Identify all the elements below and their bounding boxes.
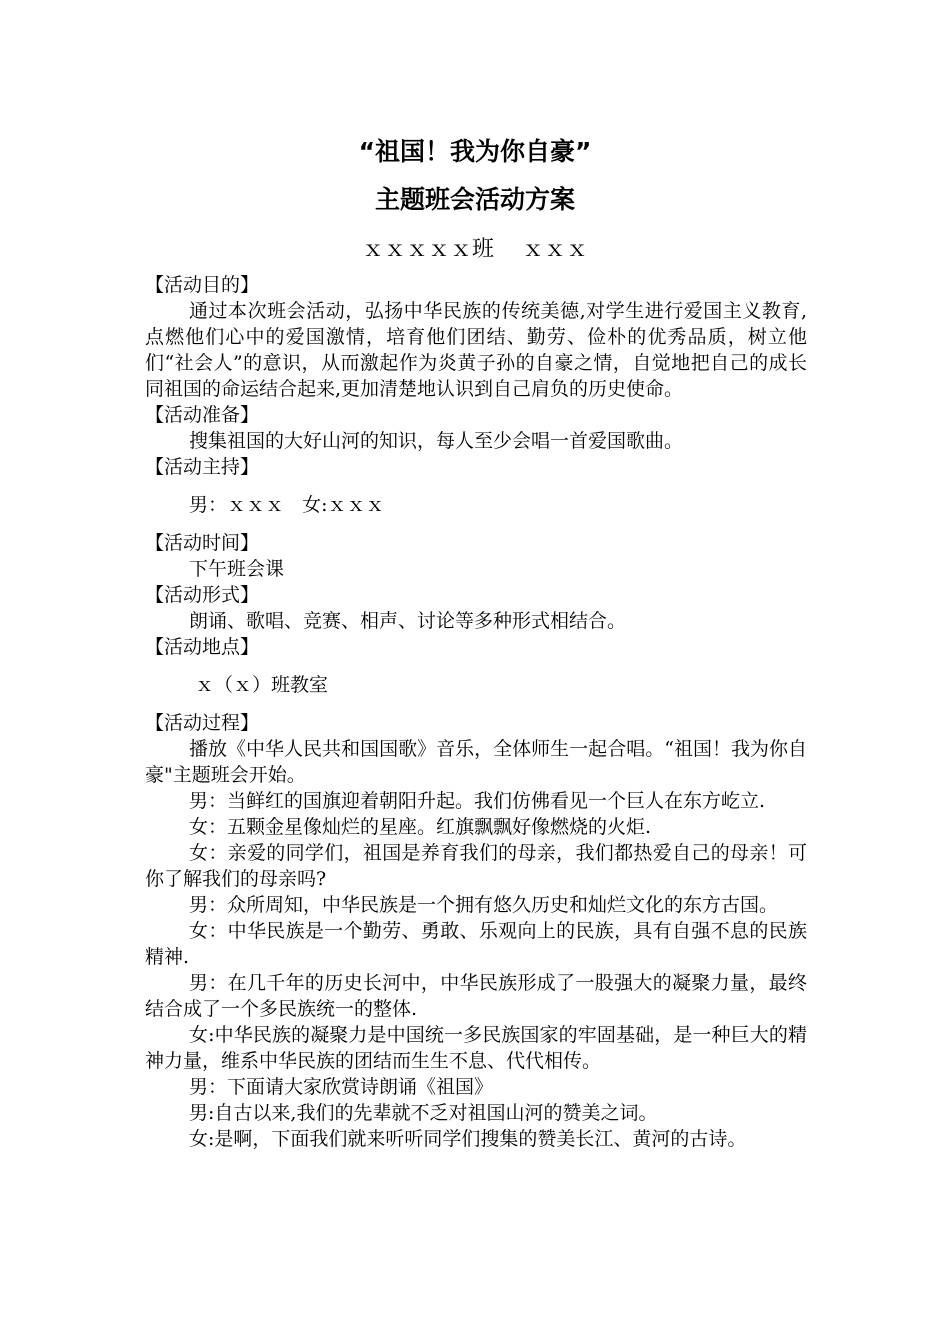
section-heading-form: 【活动形式】 (145, 584, 260, 606)
class-and-author-line: ｘｘｘｘｘ班 ｘｘｘ (362, 237, 588, 262)
process-paragraph: 女：亲爱的同学们，祖国是养育我们的母亲，我们都热爱自己的母亲！可你了解我们的母亲吗? (145, 842, 807, 890)
host-names-line: 男：ｘｘｘ 女:ｘｘｘ (189, 494, 385, 516)
time-paragraph: 下午班会课 (189, 558, 285, 580)
purpose-paragraph: 通过本次班会活动，弘扬中华民族的传统美德,对学生进行爱国主义教育,点燃他们心中的爱国激情，培育他们团结、勤劳、俭朴的优秀品质，树立他们“社会人”的意识，从而激起作为炎黄子孙的自豪之情，自觉地把自己的成长同祖国的命运结合起来,更加清楚地认识到自己肩负的历史使命。 (145, 300, 807, 400)
process-paragraph: 男：在几千年的历史长河中，中华民族形成了一股强大的凝聚力量，最终结合成了一个多民族统一的整体. (145, 972, 807, 1020)
section-heading-time: 【活动时间】 (145, 532, 260, 554)
process-paragraph: 男：众所周知，中华民族是一个拥有悠久历史和灿烂文化的东方古国。 (189, 894, 779, 916)
form-paragraph: 朗诵、歌唱、竞赛、相声、讨论等多种形式相结合。 (189, 610, 627, 632)
document-body (145, 272, 807, 1152)
process-paragraph: 女：五颗金星像灿烂的星座。红旗飘飘好像燃烧的火炬. (189, 816, 652, 838)
process-paragraph: 播放《中华人民共和国国歌》音乐，全体师生一起合唱。“祖国！我为你自豪"主题班会开始。 (145, 738, 807, 786)
process-paragraph: 女：中华民族是一个勤劳、勇敢、乐观向上的民族，具有自强不息的民族精神. (145, 920, 807, 968)
process-paragraph: 女:是啊，下面我们就来听听同学们搜集的赞美长江、黄河的古诗。 (189, 1128, 747, 1150)
section-heading-host: 【活动主持】 (145, 456, 260, 478)
document-title-line-2: 主题班会活动方案 (374, 185, 575, 214)
section-heading-process: 【活动过程】 (145, 712, 260, 734)
process-paragraph: 男：下面请大家欣赏诗朗诵《祖国》 (189, 1076, 494, 1098)
preparation-paragraph: 搜集祖国的大好山河的知识，每人至少会唱一首爱国歌曲。 (189, 430, 684, 452)
section-heading-location: 【活动地点】 (145, 636, 260, 658)
process-paragraph: 男：当鲜红的国旗迎着朝阳升起。我们仿佛看见一个巨人在东方屹立. (189, 790, 766, 812)
process-paragraph: 女:中华民族的凝聚力是中国统一多民族国家的牢固基础，是一种巨大的精神力量，维系中华民族的团结而生生不息、代代相传。 (145, 1024, 807, 1072)
document-title-line-1: “祖国！我为你自豪” (358, 137, 592, 166)
process-paragraph: 男:自古以来,我们的先辈就不乏对祖国山河的赞美之词。 (189, 1102, 658, 1124)
section-heading-preparation: 【活动准备】 (145, 404, 260, 426)
section-heading-purpose: 【活动目的】 (145, 274, 260, 296)
location-line: ｘ（ｘ）班教室 (189, 674, 329, 696)
